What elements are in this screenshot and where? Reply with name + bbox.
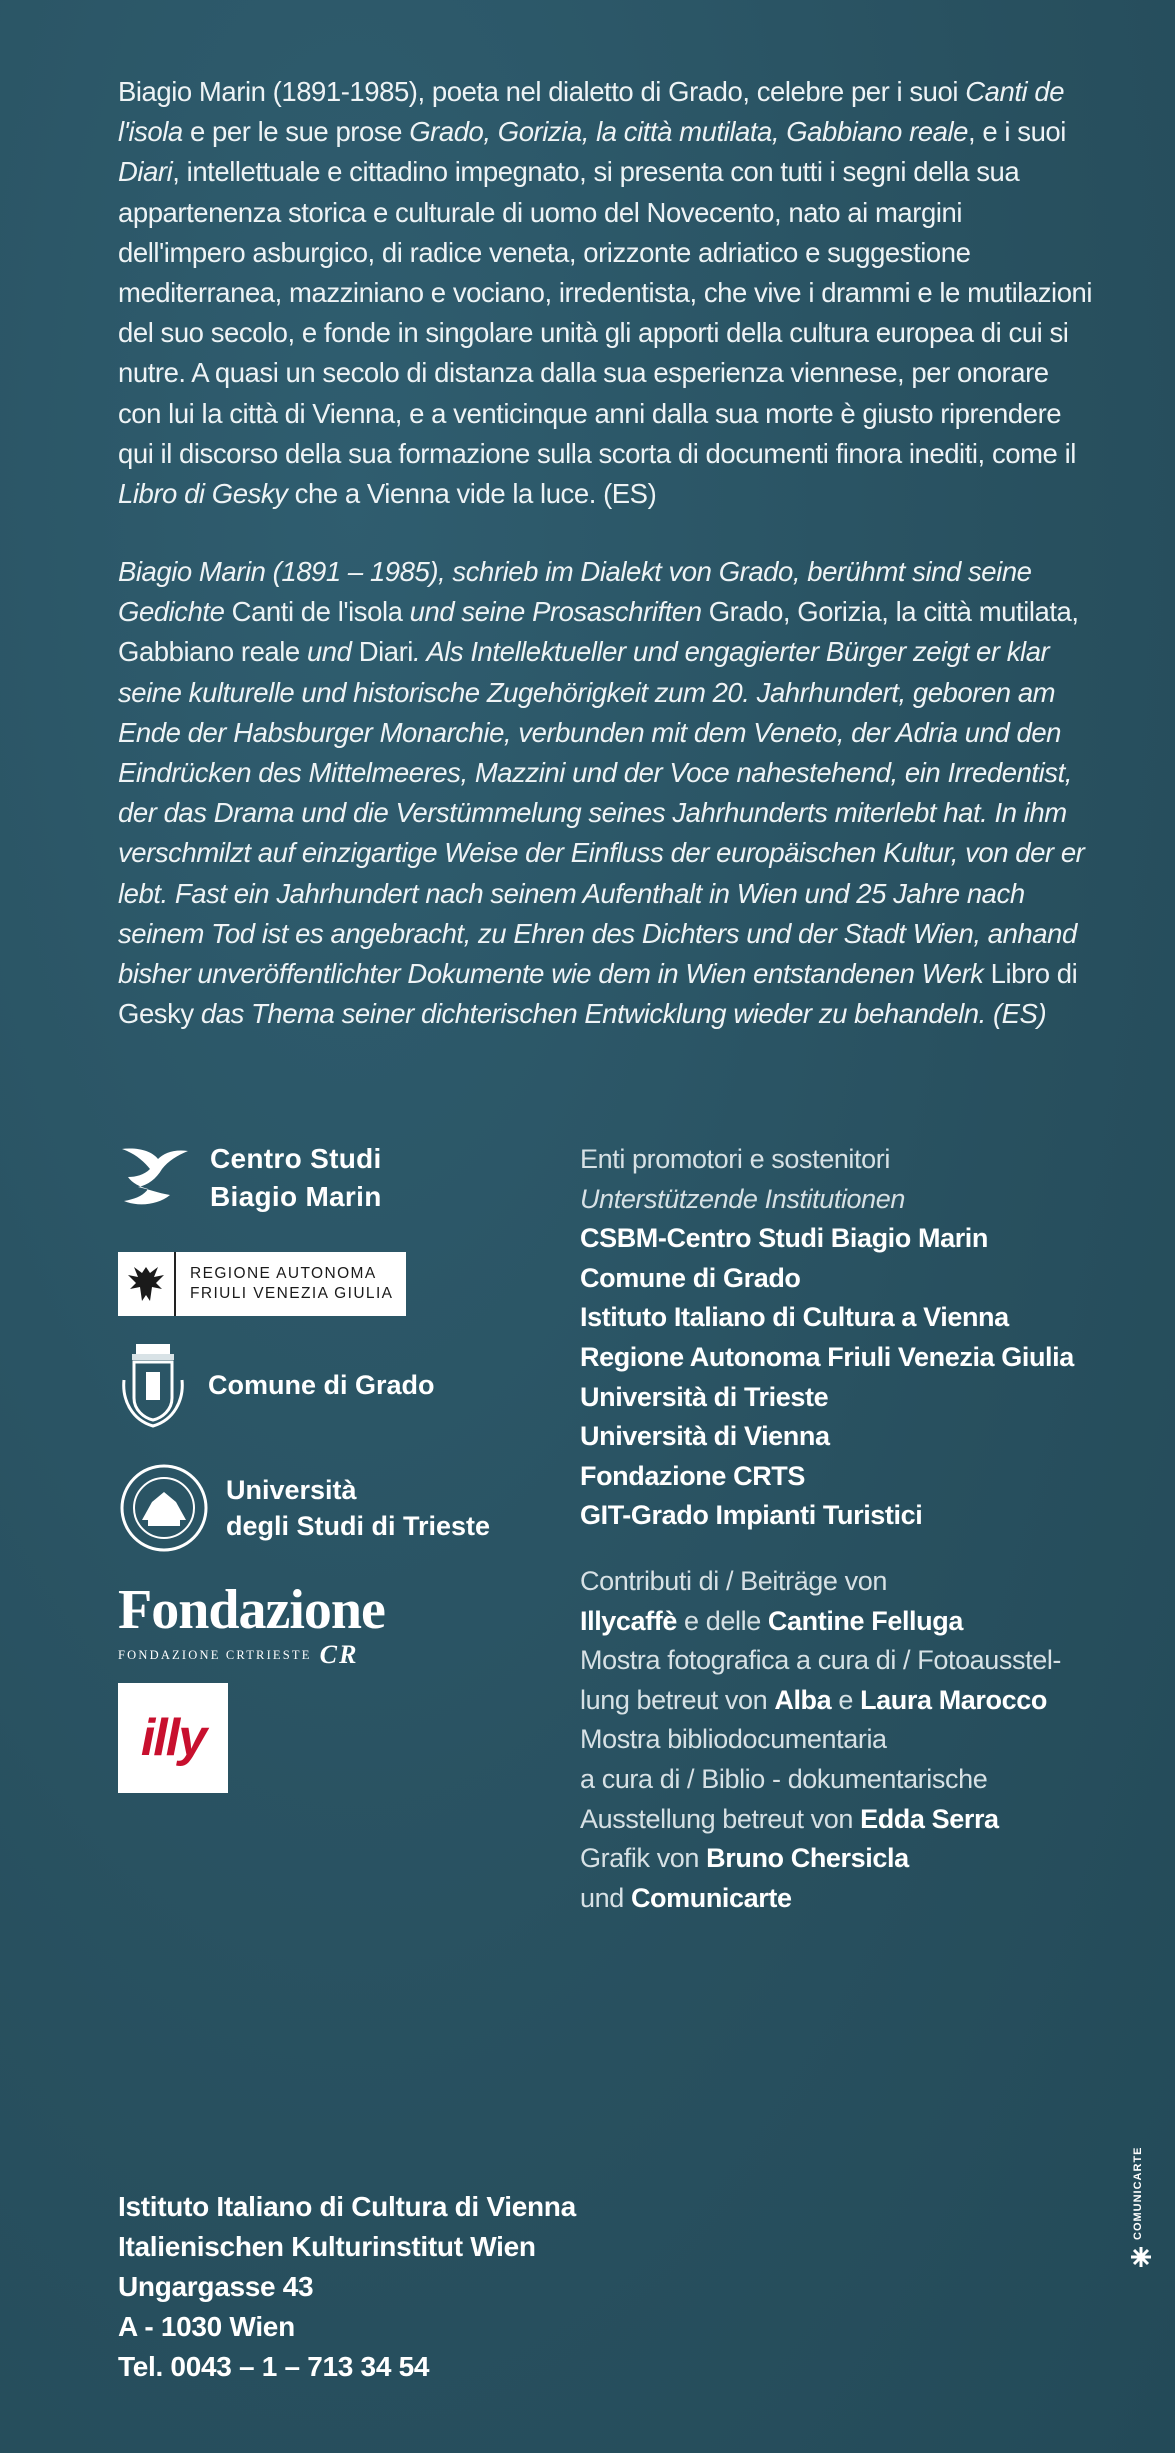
italian-paragraph-segment: Libro di Gesky (118, 478, 288, 510)
german-paragraph-segment: Grado, Gorizia, la città mutilata, Gabbiano reale (118, 596, 1079, 668)
institution-item: Università di Vienna (580, 1421, 830, 1452)
photo-alba: Alba (774, 1684, 832, 1715)
regione-fvg-logo (118, 1252, 406, 1316)
grado-label: Comune di Grado (208, 1369, 435, 1400)
german-paragraph-segment: . Als Intellektueller und engagierter Bürger zeigt er klar seine kulturelle und historische Zugehörigkeit zum 20. Jahrhundert, geboren am Ende der Habsburger Monarchie, verbunden mit dem Veneto, der Adria und den Eindrücken des Mittelmeeres, Mazzini und der Voce nahestehend, ein Irredentist, der das Drama und die Verstümmelung seines Jahrhunderts miterlebt hat. In ihm verschmilzt auf einzigartige Weise der Einfluss der europäischen Kultur, von der er lebt. Fast ein Jahrhundert nach seinem Aufenthalt in Wien und 25 Jahre nach seinem Tod ist es angebracht, zu Ehren des Dichters und der Stadt Wien, anhand bisher unveröffentlichter Dokumente wie dem in Wien entstandenen Werk (118, 636, 1085, 990)
csbm-line2: Biagio Marin (210, 1181, 382, 1212)
italian-paragraph-segment: e per le sue prose (182, 116, 410, 148)
institution-item: Fondazione CRTS (580, 1460, 805, 1491)
contact-address-block (118, 2187, 576, 2387)
institution-item: CSBM-Centro Studi Biagio Marin (580, 1223, 988, 1254)
promoters-heading-de: Unterstützende Institutionen (580, 1183, 906, 1214)
italian-paragraph-segment: Grado, Gorizia, la città mutilata, Gabbiano reale (409, 116, 968, 148)
contact-line-2: Italienischen Kulturinstitut Wien (118, 2231, 536, 2262)
csbm-line1: Centro Studi (210, 1143, 382, 1174)
italian-paragraph-segment: Biagio Marin (1891-1985), poeta nel dialetto di Grado, celebre per i suoi (118, 76, 966, 107)
german-text (118, 552, 1093, 1034)
photo-laura-marocco: Laura Marocco (860, 1684, 1047, 1715)
german-paragraph-segment: Libro di Gesky (118, 958, 1078, 1030)
contrib-label: Contributi di / Beiträge von (580, 1565, 887, 1596)
grafik-label: Grafik von (580, 1843, 707, 1874)
cr-mark: CR (319, 1640, 359, 1669)
institutions-list (580, 1219, 1140, 1536)
contact-line-3: Ungargasse 43 (118, 2271, 314, 2302)
university-seal-icon (118, 1462, 210, 1554)
comunicarte-side-mark (1130, 2120, 1160, 2260)
und-comunicarte: Comunicarte (630, 1882, 792, 1913)
photo-label-2: lung betreut von (580, 1684, 775, 1715)
german-paragraph-segment: das Thema seiner dichterischen Entwicklung wieder zu behandeln. (ES) (193, 998, 1047, 1030)
und-label: und (580, 1882, 631, 1913)
credits-column (580, 1140, 1140, 1918)
fvg-line2: FRIULI VENEZIA GIULIA (190, 1285, 394, 1302)
promoters-heading-it: Enti promotori e sostenitori (580, 1144, 890, 1174)
italian-paragraph-segment: Canti de l'isola (118, 76, 1065, 148)
fondazione-subtitle: FONDAZIONE CRTRIESTE (118, 1647, 312, 1662)
german-paragraph-segment: und seine Prosaschriften (402, 596, 709, 628)
grafik-bruno-chersicla: Bruno Chersicla (706, 1843, 909, 1874)
centro-studi-biagio-marin-logo (118, 1140, 382, 1216)
italian-paragraph-segment: Diari (118, 156, 173, 188)
italian-text (118, 72, 1093, 514)
trieste-line1: Università (226, 1475, 357, 1505)
institution-item: GIT-Grado Impianti Turistici (580, 1500, 923, 1531)
biblio-line-3 (580, 1800, 1140, 1840)
contrib-line (580, 1602, 1140, 1642)
italian-paragraph-segment: che a Vienna vide la luce. (ES) (287, 478, 657, 510)
biblio-line-1: Mostra bibliodocumentaria (580, 1724, 887, 1755)
italian-paragraph-segment: , intellettuale e cittadino impegnato, si presenta con tutti i segni della sua appartenenza storica e culturale di uomo del Novecento, nato ai margini dell'impero asburgico, di radice veneta, orizzonte adriatico e suggestione mediterranea, mazziniano e vociano, irredentista, che vive i drammi e le mutilazioni del suo secolo, e fonde in singolare unità gli apporti della cultura europea di cui si nutre. A quasi un secolo di distanza dalla sua esperienza viennese, per onorare con lui la città di Vienna, e a venticinque anni dalla sua morte è giusto riprendere qui il discorso della sua formazione sulla scorta di documenti finora inediti, come il (118, 156, 1093, 469)
institution-item: Comune di Grado (580, 1262, 801, 1293)
photo-mid: e (831, 1684, 861, 1715)
illy-wordmark: illy (140, 1709, 206, 1767)
contrib-felluga: Cantine Felluga (767, 1605, 963, 1636)
contact-line-1: Istituto Italiano di Cultura di Vienna (118, 2191, 576, 2222)
italian-paragraph-segment: , e i suoi (968, 116, 1066, 148)
german-description-paragraph (118, 552, 1093, 1034)
und-line (580, 1879, 1140, 1919)
comune-di-grado-logo (118, 1340, 435, 1430)
seagull-icon (118, 1143, 192, 1213)
trieste-line2: degli Studi di Trieste (226, 1511, 491, 1541)
fondazione-wordmark: Fondazione (118, 1579, 385, 1641)
institution-item: Università di Trieste (580, 1381, 829, 1412)
contact-line-4: A - 1030 Wien (118, 2311, 295, 2342)
asterisk-icon (1130, 2246, 1152, 2268)
biblio-edda-serra: Edda Serra (860, 1803, 999, 1834)
german-paragraph-segment: Canti de l'isola (231, 596, 403, 628)
biblio-label-3: Ausstellung betreut von (580, 1803, 861, 1834)
eagle-icon (124, 1261, 168, 1307)
illy-logo (118, 1683, 228, 1793)
german-paragraph-segment: Diari (358, 636, 413, 668)
universita-trieste-logo (118, 1462, 490, 1554)
contrib-mid: e delle (676, 1605, 768, 1636)
italian-description-paragraph (118, 72, 1093, 514)
institution-item: Regione Autonoma Friuli Venezia Giulia (580, 1341, 1074, 1372)
photo-label-1: Mostra fotografica a cura di / Fotoausstel- (580, 1645, 1062, 1676)
grado-crest-icon (118, 1340, 188, 1430)
fondazione-crtrieste-logo (118, 1580, 385, 1670)
fvg-line1: REGIONE AUTONOMA (190, 1265, 377, 1282)
german-paragraph-segment: Biagio Marin (1891 – 1985), schrieb im Dialekt von Grado, berühmt sind seine Gedichte (118, 556, 1032, 628)
comunicarte-vertical-text: COMUNICARTE (1132, 2146, 1144, 2240)
grafik-line (580, 1839, 1140, 1879)
german-paragraph-segment: und (299, 636, 359, 668)
photo-line-2 (580, 1681, 1140, 1721)
biblio-line-2: a cura di / Biblio - dokumentarische (580, 1763, 988, 1794)
contact-line-5: Tel. 0043 – 1 – 713 34 54 (118, 2351, 430, 2382)
contrib-illycaffe: Illycaffè (580, 1605, 677, 1636)
institution-item: Istituto Italiano di Cultura a Vienna (580, 1302, 1009, 1333)
